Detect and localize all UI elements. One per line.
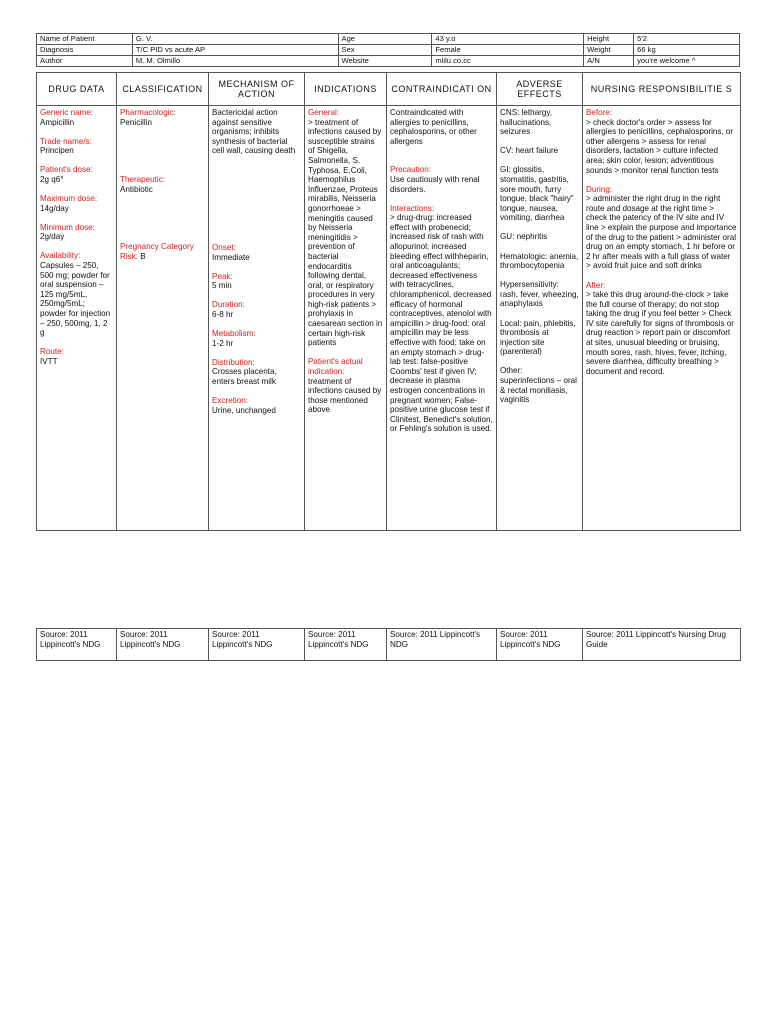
name-value: G. V. — [132, 34, 338, 45]
weight-value: 66 kg — [634, 45, 740, 56]
availability-label: Availability: — [40, 251, 81, 261]
actual-indication: treatment of infections caused by those mentioned above — [308, 376, 382, 415]
distribution-label: Distribution: — [212, 357, 255, 367]
general-indications: > treatment of infections caused by susceptible strains of Shigella, Salmonella, S. Typhosa, E.Coli, Haemophilus Influenzae, Proteus mirabilis, Neisseria gonorrhoeae > meningitis caused by Neisseria meningitidis > prevention of bacterial endocarditis following dental, oral, or respiratory procedures in very high-risk patients > prohylaxis in caesarean section in certain high-risk patients — [308, 117, 383, 348]
interactions: > drug-drug: increased effect with probenecid; increased risk of rash with allopurinol; increased bleeding effect withheparin, oral anticoagulants; decreased effectiveness with tetracyclines, chloramphenicol, decreased efficacy of hormonal contraceptives, atenolol with ampicillin > drug-food: oral ampicillin may be less effective with food; take on an empty stomach > drug-lab test: false-positive Coombs' test if given IV; decrease in plasma estrogen concentrations in pregnant women; False-positive urine glucose test if Clinitest, Benedict's solution, or Fehling's solution is used. — [390, 213, 493, 434]
peak-label: Peak: — [212, 271, 233, 281]
during-text: > administer the right drug in the right route and dosage at the right time > check the patency of the IV site and IV line > explain the purpose and importance of the drug to the patient > administer oral drug on an empty stomach, 1 hr before or 2 hr after meals with a full glass of water > avoid fruit juice and soft drinks — [586, 194, 737, 271]
interactions-label: Interactions: — [390, 203, 435, 213]
header-nursing: NURSING RESPONSIBILITIE S — [583, 73, 741, 106]
during-label: During: — [586, 184, 613, 194]
contraindications-cell — [387, 106, 497, 531]
an-label: A/N — [584, 56, 634, 67]
drug-study-table — [36, 72, 741, 531]
patient-info-table — [36, 33, 740, 67]
adverse-cv: CV: heart failure — [500, 146, 559, 156]
sources-row — [37, 629, 741, 661]
content-row — [37, 106, 741, 531]
maximum-dose: 14g/day — [40, 203, 69, 213]
diagnosis-value: T/C PID vs acute AP — [132, 45, 338, 56]
duration-label: Duration: — [212, 300, 245, 310]
sources-table — [36, 628, 741, 661]
an-value: you're welcome ^ — [634, 56, 740, 67]
adverse-hematologic: Hematologic: anemia, thrombocytopenia — [500, 251, 579, 271]
mechanism-cell — [209, 106, 305, 531]
trade-name-label: Trade name/s: — [40, 136, 92, 146]
source-nursing: Source: 2011 Lippincott's Nursing Drug Guide — [583, 629, 741, 661]
header-drug-data: DRUG DATA — [37, 73, 117, 106]
route: IVTT — [40, 356, 58, 366]
maximum-dose-label: Maximum dose: — [40, 194, 98, 204]
age-value: 43 y.o — [432, 34, 584, 45]
actual-indication-label: Patient's actual indication: — [308, 357, 363, 376]
therapeutic-label: Therapeutic: — [120, 175, 165, 185]
pregnancy-category-label: Pregnancy Category Risk: — [120, 242, 194, 261]
adverse-local: Local: pain, phlebitis, thrombosis at injection site (parenteral) — [500, 318, 576, 357]
precaution: Use cautiously with renal disorders. — [390, 174, 480, 194]
excretion: Urine, unchanged — [212, 405, 276, 415]
general-label: General: — [308, 108, 340, 117]
before-label: Before: — [586, 108, 613, 117]
source-contraindications: Source: 2011 Lippincott's NDG — [387, 629, 497, 661]
patient-dose-label: Patient's dose: — [40, 165, 93, 175]
name-label: Name of Patient — [37, 34, 133, 45]
pregnancy-category: B — [140, 251, 146, 261]
duration: 6-8 hr — [212, 309, 234, 319]
onset-label: Onset: — [212, 242, 236, 252]
source-mechanism: Source: 2011 Lippincott's NDG — [209, 629, 305, 661]
metabolism-label: Metabolism: — [212, 329, 256, 339]
precaution-label: Precaution: — [390, 165, 431, 175]
minimum-dose: 2g/day — [40, 232, 65, 242]
diagnosis-label: Diagnosis — [37, 45, 133, 56]
after-label: After: — [586, 280, 606, 290]
info-row — [37, 45, 740, 56]
height-label: Height — [584, 34, 634, 45]
source-indications: Source: 2011 Lippincott's NDG — [305, 629, 387, 661]
metabolism: 1-2 hr — [212, 338, 234, 348]
excretion-label: Excretion: — [212, 396, 248, 405]
before-text: > check doctor's order > assess for allergies to penicillins, cephalosporins, or other allergens > assess for renal disorders, lactation > culture infected area; skin color, lesion; adventitious sounds > monitor renal function tests — [586, 117, 734, 175]
generic-name-label: Generic name: — [40, 108, 94, 117]
minimum-dose-label: Minimum dose: — [40, 222, 95, 232]
info-row — [37, 34, 740, 45]
indications-cell — [305, 106, 387, 531]
source-drug-data: Source: 2011 Lippincott's NDG — [37, 629, 117, 661]
header-row — [37, 73, 741, 106]
adverse-effects-cell — [497, 106, 583, 531]
nursing-cell — [583, 106, 741, 531]
route-label: Route: — [40, 347, 64, 357]
drug-data-cell — [37, 106, 117, 531]
adverse-gi: GI: glossitis, stomatitis, gastritis, sore mouth, furry tongue, black "hairy" tongue, nausea, vomiting, diarrhea — [500, 165, 574, 223]
availability: Capsules – 250, 500 mg; powder for oral suspension – 125 mg/5mL, 250mg/5mL; powder for injection – 250, 500mg, 1, 2 g — [40, 261, 111, 338]
generic-name: Ampicillin — [40, 117, 75, 127]
peak: 5 min — [212, 281, 232, 291]
header-mechanism: MECHANISM OF ACTION — [209, 73, 305, 106]
sex-label: Sex — [338, 45, 432, 56]
website-value: mlilu.co.cc — [432, 56, 584, 67]
author-label: Author — [37, 56, 133, 67]
patient-dose: 2g q6° — [40, 174, 64, 184]
author-value: M. M. Olmillo — [132, 56, 338, 67]
onset: Immediate — [212, 252, 250, 262]
header-classification: CLASSIFICATION — [117, 73, 209, 106]
adverse-cns: CNS: lethargy, hallucinations, seizures — [500, 108, 553, 137]
source-classification: Source: 2011 Lippincott's NDG — [117, 629, 209, 661]
website-label: Website — [338, 56, 432, 67]
header-contraindications: CONTRAINDICATI ON — [387, 73, 497, 106]
therapeutic: Antibiotic — [120, 184, 153, 194]
adverse-other: Other: superinfections – oral & rectal moniliasis, vaginitis — [500, 366, 577, 405]
classification-cell — [117, 106, 209, 531]
contraindication-text: Contraindicated with allergies to penicillins, cephalosporins, or other allergens — [390, 108, 477, 146]
after-text: > take this drug around-the-clock > take the full course of therapy; do not stop taking the drug if you feel better > Check IV site carefully for signs of thrombosis or drug reaction > report pain or discomfort at sites, unusual bleeding or bruising, mouth sores, rash, hives, fever, itching, severe diarrhea, difficulty breathing > document and record. — [586, 290, 734, 376]
pharmacologic: Penicillin — [120, 117, 152, 127]
distribution: Crosses placenta, enters breast milk — [212, 367, 277, 386]
mechanism-text: Bactericidal action against sensitive organisms; inhibits synthesis of bacterial cell wall, causing death — [212, 108, 296, 156]
height-value: 5'2 — [634, 34, 740, 45]
header-indications: INDICATIONS — [305, 73, 387, 106]
weight-label: Weight — [584, 45, 634, 56]
info-row — [37, 56, 740, 67]
sex-value: Female — [432, 45, 584, 56]
trade-name: Principen — [40, 146, 74, 156]
source-adverse-effects: Source: 2011 Lippincott's NDG — [497, 629, 583, 661]
header-adverse-effects: ADVERSE EFFECTS — [497, 73, 583, 106]
age-label: Age — [338, 34, 432, 45]
adverse-hypersensitivity: Hypersensitivity: rash, fever, wheezing, anaphylaxis — [500, 280, 579, 309]
adverse-gu: GU: nephritis — [500, 232, 548, 242]
pharmacologic-label: Pharmacologic: — [120, 108, 176, 117]
